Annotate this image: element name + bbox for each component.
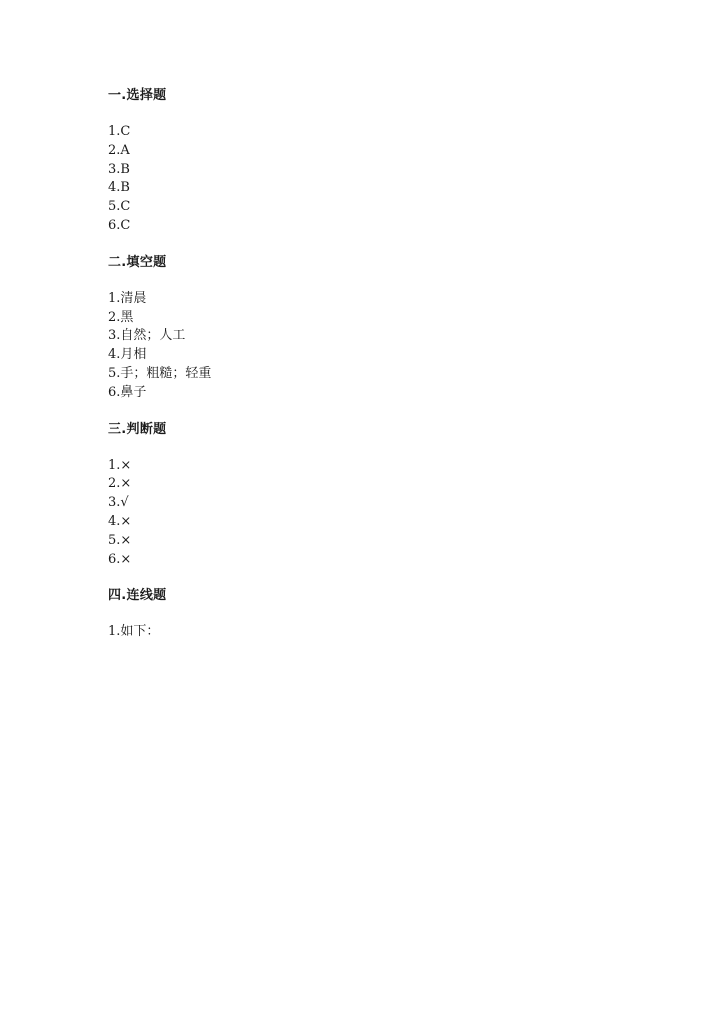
answer-item: 2.× [108,476,132,492]
answer-list [108,123,628,236]
answer-item: 5.× [108,532,132,548]
answer-list [108,623,628,642]
answer-item: 1.C [108,124,131,139]
answer-item: 3.自然；人工 [108,328,186,344]
answer-list [108,457,628,570]
answer-item: 1.清晨 [108,290,147,306]
section-true-false [108,420,628,570]
answer-item: 5.C [108,199,131,215]
answer-item: 6.× [108,551,132,567]
answer-item: 4.月相 [108,347,147,363]
answer-item: 3.B [108,161,130,177]
section-matching [108,586,628,642]
answer-item: 2.A [108,142,130,158]
section-title: 一.选择题 [108,88,167,103]
answer-item: 2.黑 [108,309,134,325]
section-title: 二.填空题 [108,254,167,270]
section-title: 三.判断题 [108,421,167,437]
answer-item: 4.× [108,513,132,529]
answer-list [108,290,628,403]
section-title: 四.连线题 [108,588,167,604]
answer-item: 1.如下： [108,624,160,640]
answer-item: 5.手；粗糙；轻重 [108,365,212,381]
answer-sheet [108,86,628,659]
section-fill-in-blank [108,253,628,403]
answer-item: 4.B [108,180,130,196]
answer-item: 6.C [108,217,131,233]
answer-item: 1.× [108,457,132,473]
answer-item: 6.鼻子 [108,384,147,400]
section-multiple-choice [108,86,628,236]
answer-item: 3.√ [108,495,129,511]
